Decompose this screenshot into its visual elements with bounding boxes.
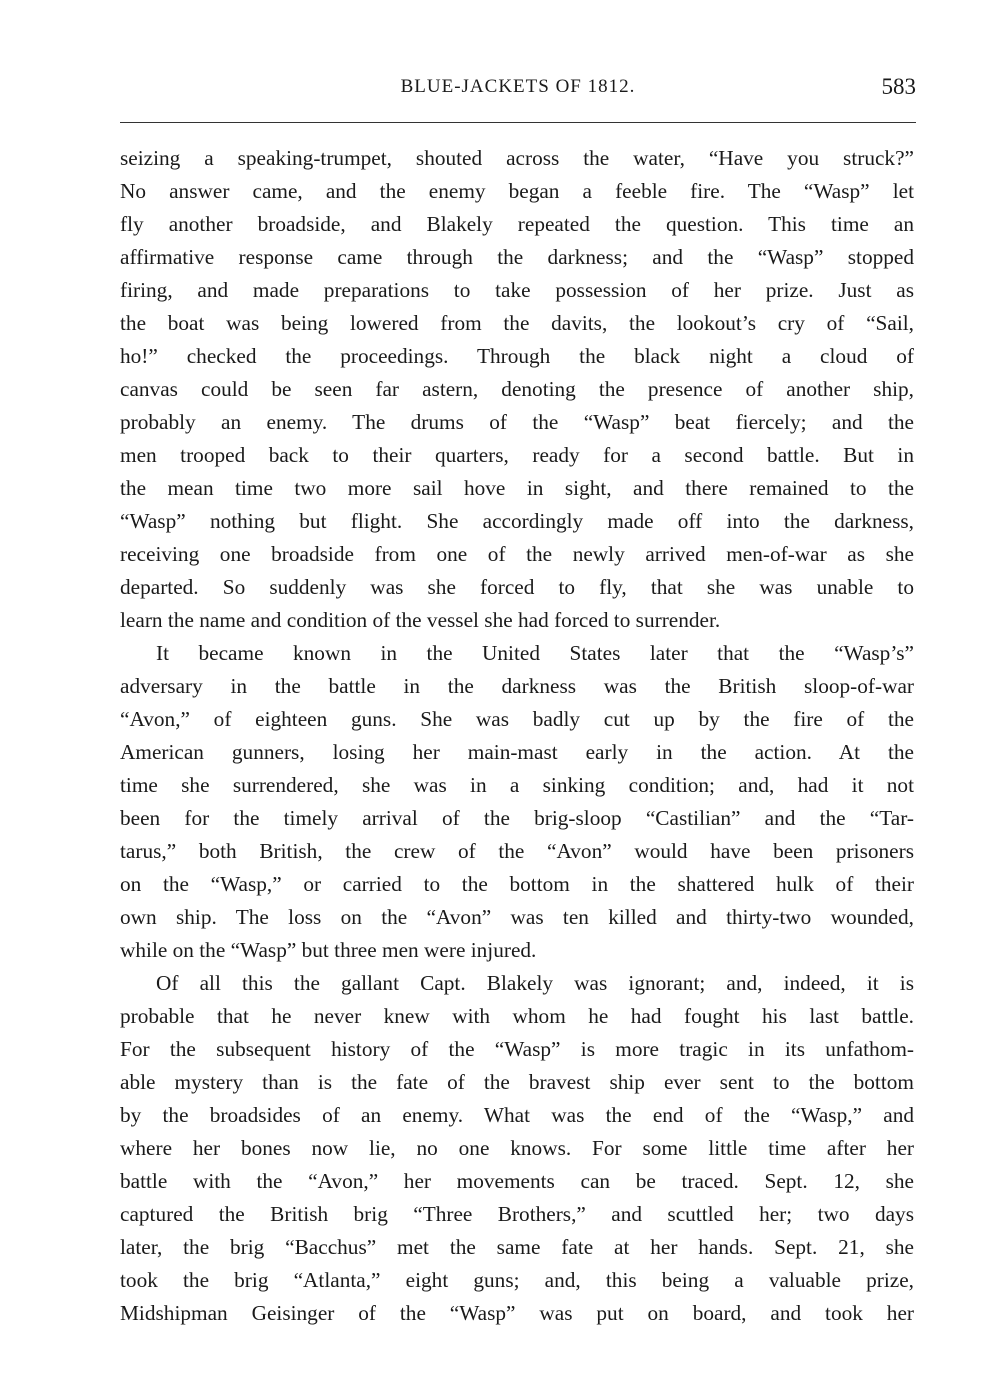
- text-line: probably an enemy. The drums of the “Wasp” beat fiercely; and the: [120, 410, 914, 434]
- text-line: been for the timely arrival of the brig-sloop “Castilian” and the “Tar-: [120, 806, 914, 830]
- text-line: No answer came, and the enemy began a feeble fire. The “Wasp” let: [120, 179, 914, 203]
- page-header: [120, 74, 916, 104]
- text-line: canvas could be seen far astern, denoting the presence of another ship,: [120, 377, 914, 401]
- text-line: by the broadsides of an enemy. What was the end of the “Wasp,” and: [120, 1103, 914, 1127]
- paragraph: [120, 967, 914, 1330]
- text-line: captured the British brig “Three Brothers,” and scuttled her; two days: [120, 1202, 914, 1226]
- text-line: tarus,” both British, the crew of the “Avon” would have been prisoners: [120, 839, 914, 863]
- text-line: probable that he never knew with whom he had fought his last battle.: [120, 1004, 914, 1028]
- text-line: receiving one broadside from one of the newly arrived men-of-war as she: [120, 542, 914, 566]
- text-line: fly another broadside, and Blakely repeated the question. This time an: [120, 212, 914, 236]
- text-line: battle with the “Avon,” her movements can be traced. Sept. 12, she: [120, 1169, 914, 1193]
- text-line: departed. So suddenly was she forced to fly, that she was unable to: [120, 575, 914, 599]
- text-line: ho!” checked the proceedings. Through the black night a cloud of: [120, 344, 914, 368]
- text-line: while on the “Wasp” but three men were injured.: [120, 938, 537, 962]
- text-line: For the subsequent history of the “Wasp” is more tragic in its unfathom-: [120, 1037, 914, 1061]
- text-line: seizing a speaking-trumpet, shouted across the water, “Have you struck?”: [120, 146, 914, 170]
- text-line: Of all this the gallant Capt. Blakely was ignorant; and, indeed, it is: [156, 971, 914, 995]
- header-rule: [120, 122, 916, 123]
- paragraph: [120, 637, 914, 967]
- text-line: time she surrendered, she was in a sinking condition; and, had it not: [120, 773, 914, 797]
- text-line: own ship. The loss on the “Avon” was ten killed and thirty-two wounded,: [120, 905, 914, 929]
- text-line: American gunners, losing her main-mast early in the action. At the: [120, 740, 914, 764]
- text-line: where her bones now lie, no one knows. For some little time after her: [120, 1136, 914, 1160]
- text-line: “Avon,” of eighteen guns. She was badly cut up by the fire of the: [120, 707, 914, 731]
- text-line: men trooped back to their quarters, ready for a second battle. But in: [120, 443, 914, 467]
- text-line: took the brig “Atlanta,” eight guns; and, this being a valuable prize,: [120, 1268, 914, 1292]
- text-line: later, the brig “Bacchus” met the same fate at her hands. Sept. 21, she: [120, 1235, 914, 1259]
- paragraph: [120, 142, 914, 637]
- text-line: It became known in the United States later that the “Wasp’s”: [156, 641, 914, 665]
- text-line: able mystery than is the fate of the bravest ship ever sent to the bottom: [120, 1070, 914, 1094]
- text-line: Midshipman Geisinger of the “Wasp” was put on board, and took her: [120, 1301, 914, 1325]
- text-line: affirmative response came through the darkness; and the “Wasp” stopped: [120, 245, 914, 269]
- text-line: the boat was being lowered from the davits, the lookout’s cry of “Sail,: [120, 311, 914, 335]
- text-line: the mean time two more sail hove in sight, and there remained to the: [120, 476, 914, 500]
- text-line: on the “Wasp,” or carried to the bottom in the shattered hulk of their: [120, 872, 914, 896]
- running-title: BLUE-JACKETS OF 1812.: [400, 76, 636, 97]
- text-line: firing, and made preparations to take possession of her prize. Just as: [120, 278, 914, 302]
- text-line: “Wasp” nothing but flight. She accordingly made off into the darkness,: [120, 509, 914, 533]
- text-line: learn the name and condition of the vessel she had forced to surrender.: [120, 608, 721, 632]
- body-text: [120, 142, 914, 1330]
- text-line: adversary in the battle in the darkness was the British sloop-of-war: [120, 674, 914, 698]
- page-number: 583: [881, 74, 916, 99]
